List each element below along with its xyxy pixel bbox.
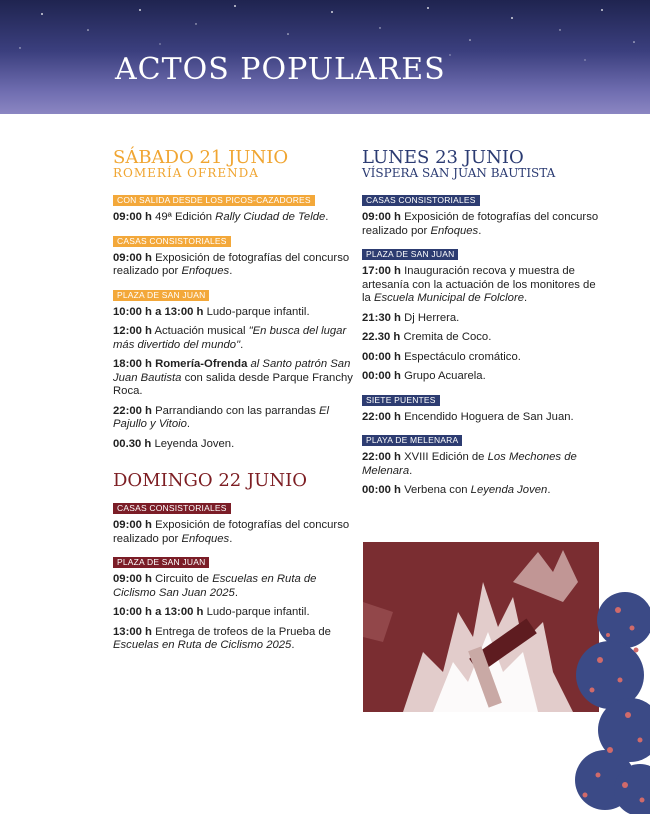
event-time: 13:00 h (113, 625, 152, 638)
event-after: con salida desde Parque Franchy Roca. (113, 371, 353, 397)
event-text: Entrega de trofeos de la Prueba de (155, 625, 331, 638)
event-item (362, 411, 602, 425)
event-item (113, 306, 353, 320)
event-italic: Rally Ciudad de Telde (215, 211, 326, 223)
page-title: ACTOS POPULARES (115, 52, 446, 87)
location-tag: SIETE PUENTES (362, 395, 440, 406)
day-title: LUNES 23 JUNIO (362, 147, 524, 168)
event-time: 21:30 h (362, 311, 401, 324)
event-group (113, 552, 353, 653)
location-tag: CON SALIDA DESDE LOS PICOS-CAZADORES (113, 195, 315, 206)
event-item (362, 312, 602, 326)
event-after: . (547, 484, 551, 496)
event-after: . (524, 292, 528, 304)
event-after: . (409, 464, 413, 477)
event-time: 12:00 h (113, 325, 152, 337)
event-after: . (240, 338, 244, 351)
day-title: DOMINGO 22 JUNIO (113, 470, 307, 491)
event-text: 49ª Edición (155, 211, 216, 223)
event-after: . (234, 586, 238, 599)
event-time: 22:00 h (113, 404, 152, 417)
event-italic: Enfoques (181, 265, 230, 277)
day-subtitle: VÍSPERA SAN JUAN BAUTISTA (362, 166, 556, 180)
event-group (362, 430, 602, 498)
header-banner (0, 0, 650, 114)
event-time: 10:00 h a 13:00 h (113, 606, 204, 618)
day-title: SÁBADO 21 JUNIO (113, 147, 289, 168)
event-after: . (229, 265, 233, 277)
event-time: 09:00 h (113, 519, 152, 531)
event-text: Dj Herrera. (404, 311, 460, 324)
event-text: Grupo Acuarela. (404, 370, 486, 382)
event-italic: Enfoques (181, 532, 230, 545)
event-after: . (291, 639, 295, 651)
event-time: 00:00 h (362, 484, 401, 496)
event-italic: Escuelas en Ruta de Ciclismo San Juan 2025 (113, 573, 317, 599)
event-text: Exposición de fotografías del concurso realizado por (362, 211, 599, 237)
event-group (113, 498, 353, 546)
location-tag: PLAZA DE SAN JUAN (113, 557, 209, 568)
event-text: Ludo-parque infantil. (206, 606, 310, 618)
bonfire-photo (363, 542, 599, 712)
right-column (362, 148, 602, 504)
event-after: . (478, 224, 482, 237)
event-time: 00.30 h (113, 437, 152, 450)
event-item (113, 211, 353, 225)
event-text: Verbena con (404, 484, 471, 496)
event-text: Ludo-parque infantil. (206, 305, 310, 318)
event-text: Exposición de fotografías del concurso realizado por (113, 251, 350, 277)
event-time: 09:00 h (362, 211, 401, 223)
event-item (113, 573, 353, 600)
location-tag: PLAYA DE MELENARA (362, 435, 462, 446)
event-after: . (325, 211, 329, 223)
event-italic: "En busca del lugar más divertido del mundo" (113, 325, 347, 351)
event-text: Actuación musical (154, 325, 249, 337)
event-item (113, 438, 353, 452)
event-time: 09:00 h (113, 573, 152, 585)
event-time: 22.30 h (362, 331, 401, 343)
event-time: 10:00 h a 13:00 h (113, 305, 204, 318)
event-group (113, 190, 353, 225)
event-item (362, 451, 602, 478)
event-after: . (229, 532, 233, 545)
event-group (362, 244, 602, 384)
event-time: 00:00 h (362, 370, 401, 382)
event-after: . (186, 418, 191, 430)
event-italic: Escuela Municipal de Folclore (373, 292, 525, 304)
event-item (362, 331, 602, 345)
event-item (113, 358, 353, 399)
event-time: 09:00 h (113, 251, 152, 264)
decorative-bush-icon (570, 580, 650, 814)
event-text: Espectáculo cromático. (404, 350, 521, 363)
location-tag: PLAZA DE SAN JUAN (362, 249, 458, 260)
event-italic: Los Mechones de Melenara (362, 451, 577, 477)
event-text: Exposición de fotografías del concurso realizado por (113, 519, 350, 545)
event-italic: Leyenda Joven (470, 484, 548, 496)
event-text: Cremita de Coco. (403, 331, 492, 343)
event-item (362, 484, 602, 498)
event-italic: Enfoques (430, 224, 479, 237)
event-item (113, 626, 353, 653)
bonfire-illustration (363, 542, 599, 712)
event-text: Encendido Hoguera de San Juan. (404, 410, 574, 423)
event-group (362, 390, 602, 425)
event-item (113, 606, 353, 620)
event-time: 17:00 h (362, 265, 401, 277)
event-group (362, 190, 602, 238)
location-tag: CASAS CONSISTORIALES (362, 195, 480, 206)
location-tag: PLAZA DE SAN JUAN (113, 290, 209, 301)
event-italic: al Santo patrón San Juan Bautista (113, 358, 351, 384)
event-time: 18:00 h Romería-Ofrenda (113, 358, 248, 370)
event-text: Leyenda Joven. (154, 437, 235, 450)
event-item (362, 211, 602, 238)
event-group (113, 231, 353, 279)
event-italic: Escuelas en Ruta de Ciclismo 2025 (113, 639, 292, 651)
event-time: 09:00 h (113, 211, 152, 223)
event-text: XVIII Edición de (404, 451, 488, 463)
day-subtitle: ROMERÍA OFRENDA (113, 166, 259, 180)
event-time: 22:00 h (362, 410, 401, 423)
event-group (113, 285, 353, 452)
event-time: 00:00 h (362, 350, 401, 363)
left-column (113, 148, 353, 659)
location-tag: CASAS CONSISTORIALES (113, 236, 231, 247)
day-sunday (113, 471, 353, 653)
day-saturday (113, 148, 353, 451)
event-item (362, 370, 602, 384)
event-text: Circuito de (155, 573, 213, 585)
event-text: Inauguración recova y muestra de artesanía con la actuación de los monitores de la (362, 265, 596, 304)
event-item (362, 351, 602, 365)
event-item (113, 519, 353, 546)
event-italic: El Pajullo y Vitoio (113, 404, 330, 430)
event-item (113, 405, 353, 432)
event-item (362, 265, 602, 306)
event-text: Parrandiando con las parrandas (155, 404, 319, 417)
event-item (113, 252, 353, 279)
location-tag: CASAS CONSISTORIALES (113, 503, 231, 514)
event-item (113, 325, 353, 352)
event-time: 22:00 h (362, 451, 401, 463)
